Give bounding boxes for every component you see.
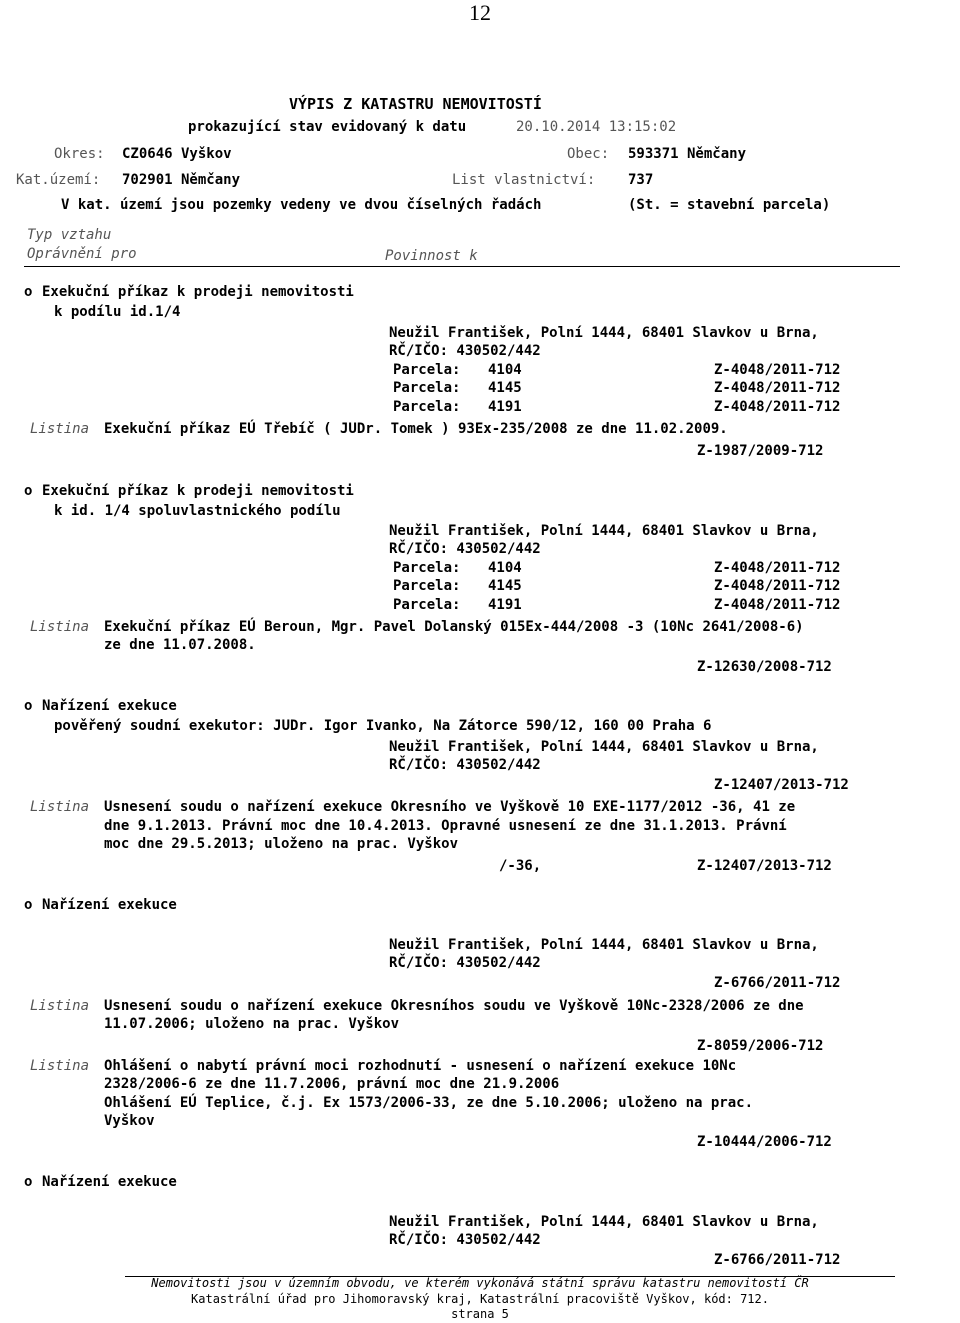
parcel-label: Parcela: (393, 399, 461, 415)
parcel-ref: Z-4048/2011-712 (714, 578, 841, 594)
footer-line-2: Katastrální úřad pro Jihomoravský kraj, Katastrální pracoviště Vyškov, kód: 712. (191, 1292, 769, 1306)
obec-value: 593371 Němčany (628, 146, 747, 162)
footer-page: strana 5 (451, 1307, 509, 1321)
entry-title: Nařízení exekuce (42, 698, 177, 714)
parcel-number: 4104 (488, 362, 522, 378)
listina-label: Listina (30, 1058, 90, 1074)
entry-ref-prefix: /-36, (499, 858, 542, 874)
entry-bullet: o (24, 1174, 33, 1190)
katuzemi-label: Kat.území: (16, 172, 101, 188)
entry-bullet: o (24, 897, 33, 913)
entry-ref: Z-8059/2006-712 (697, 1038, 824, 1054)
parcel-ref: Z-4048/2011-712 (714, 560, 841, 576)
listina-text: Usnesení soudu o nařízení exekuce Okresníhos soudu ve Vyškově 10Nc-2328/2006 ze dne (104, 998, 804, 1014)
obec-label: Obec: (567, 146, 610, 162)
listina-text: ze dne 11.07.2008. (104, 637, 256, 653)
listina-text: moc dne 29.5.2013; uloženo na prac. Vyškov (104, 836, 459, 852)
column-opravneni: Oprávnění pro (27, 246, 137, 262)
owner-ref: Z-6766/2011-712 (714, 975, 841, 991)
parcel-label: Parcela: (393, 597, 461, 613)
subtitle-date: 20.10.2014 13:15:02 (516, 119, 677, 135)
listina-text: Ohlášení EÚ Teplice, č.j. Ex 1573/2006-33, ze dne 5.10.2006; uloženo na prac. (104, 1095, 754, 1111)
entry-subtitle: k id. 1/4 spoluvlastnického podílu (54, 503, 341, 519)
entry-ref: Z-1987/2009-712 (697, 443, 824, 459)
column-typ-vztahu: Typ vztahu (27, 227, 112, 243)
owner-name: Neužil František, Polní 1444, 68401 Slavkov u Brna, (389, 739, 819, 755)
owner-rc: RČ/IČO: 430502/442 (389, 955, 541, 971)
owner-name: Neužil František, Polní 1444, 68401 Slavkov u Brna, (389, 325, 819, 341)
parcel-ref: Z-4048/2011-712 (714, 362, 841, 378)
listina-label: Listina (30, 421, 90, 437)
entry-title: Exekuční příkaz k prodeji nemovitosti (42, 284, 354, 300)
entry-ref: Z-12407/2013-712 (697, 858, 832, 874)
parcel-number: 4191 (488, 597, 522, 613)
lv-value: 737 (628, 172, 654, 188)
document-title: VÝPIS Z KATASTRU NEMOVITOSTÍ (289, 95, 542, 113)
owner-name: Neužil František, Polní 1444, 68401 Slavkov u Brna, (389, 1214, 819, 1230)
parcel-number: 4191 (488, 399, 522, 415)
parcel-label: Parcela: (393, 578, 461, 594)
header-note: V kat. území jsou pozemky vedeny ve dvou číselných řadách (61, 197, 542, 213)
listina-label: Listina (30, 799, 90, 815)
parcel-ref: Z-4048/2011-712 (714, 399, 841, 415)
entry-bullet: o (24, 698, 33, 714)
owner-rc: RČ/IČO: 430502/442 (389, 757, 541, 773)
owner-rc: RČ/IČO: 430502/442 (389, 541, 541, 557)
subtitle-label: prokazující stav evidovaný k datu (188, 119, 467, 135)
listina-label: Listina (30, 998, 90, 1014)
owner-name: Neužil František, Polní 1444, 68401 Slavkov u Brna, (389, 937, 819, 953)
parcel-number: 4145 (488, 578, 522, 594)
listina-text: Vyškov (104, 1113, 155, 1129)
okres-value: CZ0646 Vyškov (122, 146, 232, 162)
parcel-number: 4145 (488, 380, 522, 396)
listina-text: 2328/2006-6 ze dne 11.7.2006, právní moc dne 21.9.2006 (104, 1076, 560, 1092)
owner-rc: RČ/IČO: 430502/442 (389, 1232, 541, 1248)
parcel-label: Parcela: (393, 560, 461, 576)
parcel-ref: Z-4048/2011-712 (714, 597, 841, 613)
entry-ref: Z-12630/2008-712 (697, 659, 832, 675)
okres-label: Okres: (54, 146, 105, 162)
entry-title: Nařízení exekuce (42, 1174, 177, 1190)
parcel-label: Parcela: (393, 362, 461, 378)
listina-label: Listina (30, 619, 90, 635)
owner-ref: Z-6766/2011-712 (714, 1252, 841, 1268)
entry-subtitle: k podílu id.1/4 (54, 304, 181, 320)
page-number: 12 (469, 0, 491, 25)
owner-ref: Z-12407/2013-712 (714, 777, 849, 793)
listina-text: Exekuční příkaz EÚ Třebíč ( JUDr. Tomek ) 93Ex-235/2008 ze dne 11.02.2009. (104, 421, 728, 437)
listina-text: Ohlášení o nabytí právní moci rozhodnutí - usnesení o nařízení exekuce 10Nc (104, 1058, 737, 1074)
listina-text: Exekuční příkaz EÚ Beroun, Mgr. Pavel Dolanský 015Ex-444/2008 -3 (10Nc 2641/2008-6) (104, 619, 804, 635)
listina-text: 11.07.2006; uloženo na prac. Vyškov (104, 1016, 400, 1032)
header-divider (24, 266, 900, 267)
entry-title: Nařízení exekuce (42, 897, 177, 913)
footer-line-1: Nemovitosti jsou v územním obvodu, ve kterém vykonává státní správu katastru nemovitostí ČR (151, 1276, 809, 1290)
parcel-label: Parcela: (393, 380, 461, 396)
entry-ref: Z-10444/2006-712 (697, 1134, 832, 1150)
entry-title: Exekuční příkaz k prodeji nemovitosti (42, 483, 354, 499)
listina-text: dne 9.1.2013. Právní moc dne 10.4.2013. Opravné usnesení ze dne 31.1.2013. Právní (104, 818, 787, 834)
listina-text: Usnesení soudu o nařízení exekuce Okresního ve Vyškově 10 EXE-1177/2012 -36, 41 ze (104, 799, 796, 815)
entry-bullet: o (24, 483, 33, 499)
parcel-number: 4104 (488, 560, 522, 576)
owner-name: Neužil František, Polní 1444, 68401 Slavkov u Brna, (389, 523, 819, 539)
lv-label: List vlastnictví: (452, 172, 596, 188)
entry-bullet: o (24, 284, 33, 300)
column-povinnost: Povinnost k (385, 248, 478, 264)
owner-rc: RČ/IČO: 430502/442 (389, 343, 541, 359)
entry-subtitle: pověřený soudní exekutor: JUDr. Igor Ivanko, Na Zátorce 590/12, 160 00 Praha 6 (54, 718, 712, 734)
header-note-right: (St. = stavební parcela) (628, 197, 831, 213)
parcel-ref: Z-4048/2011-712 (714, 380, 841, 396)
katuzemi-value: 702901 Němčany (122, 172, 241, 188)
